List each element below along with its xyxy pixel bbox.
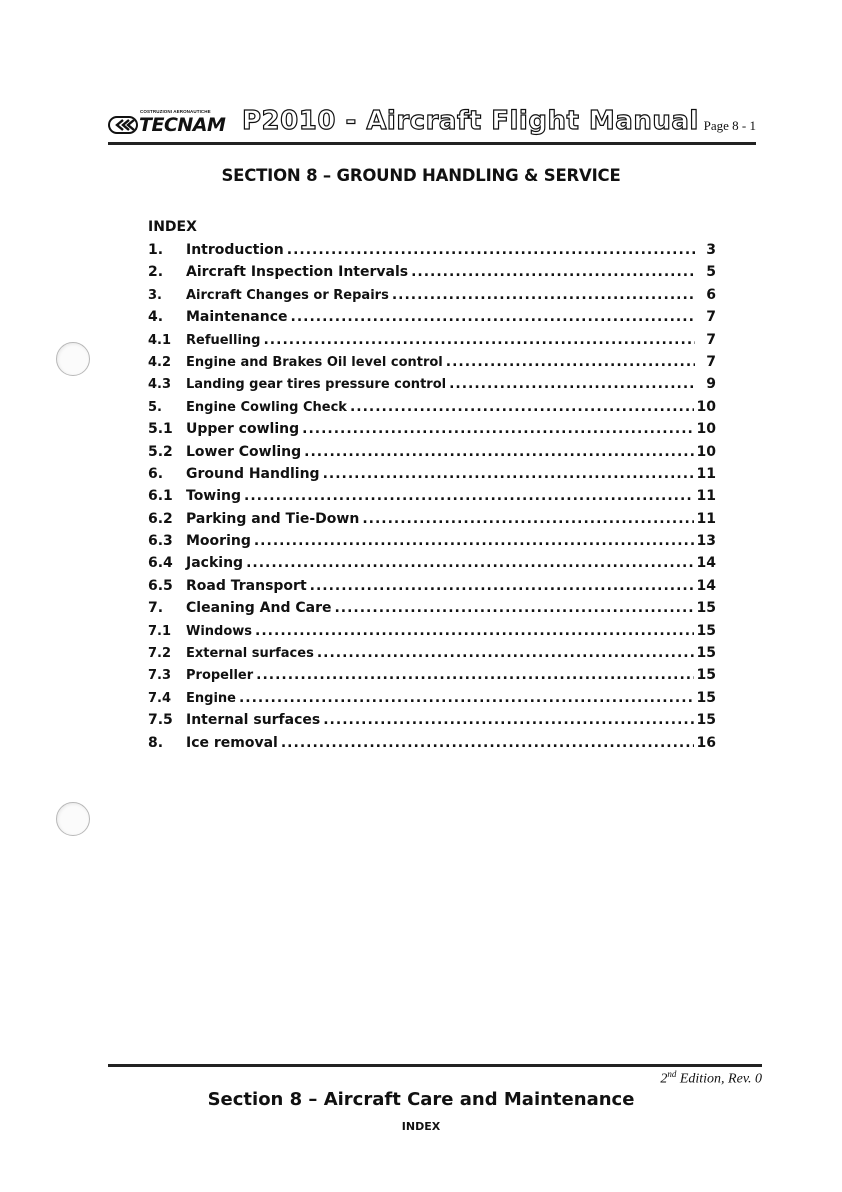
tecnam-logo xyxy=(108,108,232,138)
toc-item-title: Engine and Brakes Oil level control xyxy=(186,354,443,370)
toc-leader-dots xyxy=(449,376,695,392)
toc-item-number: 7.3 xyxy=(148,668,172,684)
toc-item[interactable] xyxy=(148,533,716,555)
toc-leader-dots xyxy=(334,600,693,616)
toc-leader-dots xyxy=(254,533,694,549)
toc-item-title: Ground Handling xyxy=(186,465,320,482)
toc-item-title: Propeller xyxy=(186,668,254,684)
toc-item[interactable] xyxy=(148,376,716,398)
section-title: SECTION 8 – GROUND HANDLING & SERVICE xyxy=(221,166,621,185)
toc-item-page: 15 xyxy=(696,645,716,662)
toc-leader-dots xyxy=(244,488,693,504)
toc-item-page: 7 xyxy=(706,309,716,326)
toc-leader-dots xyxy=(263,332,695,348)
toc-item-title: Upper cowling xyxy=(186,421,300,438)
footer-title: Section 8 – Aircraft Care and Maintenance xyxy=(207,1089,635,1110)
toc-item-title: Engine Cowling Check xyxy=(186,399,347,415)
toc-item-page: 11 xyxy=(696,465,716,482)
toc-item[interactable] xyxy=(148,309,716,331)
toc-item-page: 6 xyxy=(706,286,716,303)
toc-item-page: 15 xyxy=(696,622,716,639)
toc-item-page: 11 xyxy=(696,488,716,505)
page-header xyxy=(108,106,756,142)
page-number: Page 8 - 1 xyxy=(703,118,756,133)
toc-leader-dots xyxy=(304,444,693,460)
logo-tagline: COSTRUZIONI AERONAUTICHE xyxy=(140,109,211,114)
toc-leader-dots xyxy=(446,354,695,370)
toc-item-title: Aircraft Changes or Repairs xyxy=(186,287,389,303)
toc-item-number: 7.5 xyxy=(148,712,173,729)
toc-item-number: 6.3 xyxy=(148,533,173,550)
toc-item-title: Internal surfaces xyxy=(186,712,321,729)
toc-item-page: 10 xyxy=(696,421,716,438)
toc-item-number: 6.2 xyxy=(148,510,173,527)
toc-leader-dots xyxy=(392,287,695,303)
toc-item-title: Towing xyxy=(186,488,242,505)
toc-item-number: 2. xyxy=(148,264,164,281)
toc-item[interactable] xyxy=(148,735,716,757)
toc-item-page: 10 xyxy=(696,443,716,460)
toc-item[interactable] xyxy=(148,645,716,667)
toc-item-page: 7 xyxy=(706,353,716,370)
toc-item[interactable] xyxy=(148,690,716,712)
toc-item-number: 3. xyxy=(148,287,162,303)
toc-item-title: Maintenance xyxy=(186,309,288,326)
toc-leader-dots xyxy=(350,399,694,415)
toc-item-page: 15 xyxy=(696,689,716,706)
toc-item[interactable] xyxy=(148,466,716,488)
toc-item-number: 4.1 xyxy=(148,332,172,348)
toc-item-title: Introduction xyxy=(186,242,284,258)
toc-leader-dots xyxy=(255,623,693,639)
toc-item[interactable] xyxy=(148,511,716,533)
toc-item-title: Road Transport xyxy=(186,577,307,594)
toc-item-number: 7. xyxy=(148,600,164,617)
toc-item[interactable] xyxy=(148,578,716,600)
chevron-logo-icon xyxy=(108,116,138,134)
toc-item-title: Cleaning And Care xyxy=(186,600,332,617)
toc-item-title: External surfaces xyxy=(186,646,314,662)
toc-item-title: Ice removal xyxy=(186,734,278,751)
edition-rest: Edition, Rev. 0 xyxy=(676,1071,762,1087)
toc-item-page: 11 xyxy=(696,510,716,527)
toc-leader-dots xyxy=(310,578,694,594)
toc-item-number: 6.5 xyxy=(148,577,173,594)
toc-leader-dots xyxy=(323,712,693,728)
toc-item-page: 9 xyxy=(706,376,716,393)
toc-item[interactable] xyxy=(148,287,716,309)
toc-item-title: Lower Cowling xyxy=(186,443,302,460)
toc-leader-dots xyxy=(239,690,694,706)
toc-item-page: 14 xyxy=(696,555,716,572)
toc-item[interactable] xyxy=(148,354,716,376)
punch-hole-top xyxy=(56,342,90,376)
toc-item-number: 4. xyxy=(148,309,164,326)
toc-item[interactable] xyxy=(148,332,716,354)
toc-item-title: Landing gear tires pressure control xyxy=(186,377,447,393)
toc-item-number: 1. xyxy=(148,242,164,258)
toc-item-number: 7.1 xyxy=(148,623,172,639)
toc-item-title: Engine xyxy=(186,690,236,706)
toc-item[interactable] xyxy=(148,600,716,622)
toc-leader-dots xyxy=(302,421,693,437)
toc-item-number: 6.1 xyxy=(148,488,173,505)
toc-item-page: 15 xyxy=(696,600,716,617)
toc-leader-dots xyxy=(256,667,693,683)
toc-item-number: 4.3 xyxy=(148,377,172,393)
toc-item-page: 3 xyxy=(706,242,716,258)
toc-leader-dots xyxy=(317,645,694,661)
toc-item-page: 14 xyxy=(696,577,716,594)
toc-item[interactable] xyxy=(148,444,716,466)
toc-item-page: 15 xyxy=(696,667,716,684)
toc-item[interactable] xyxy=(148,712,716,734)
toc-leader-dots xyxy=(362,511,693,527)
toc-item-page: 16 xyxy=(696,734,716,751)
toc-leader-dots xyxy=(291,309,695,325)
toc-item[interactable] xyxy=(148,421,716,443)
toc-item-number: 6.4 xyxy=(148,555,173,572)
edition-number: 2 xyxy=(660,1071,668,1087)
toc-item-page: 15 xyxy=(696,712,716,729)
toc-leader-dots xyxy=(411,264,695,280)
edition-info xyxy=(660,1069,762,1088)
toc-item-number: 7.2 xyxy=(148,646,172,662)
toc-item-page: 7 xyxy=(706,331,716,348)
toc-item-number: 5. xyxy=(148,399,162,415)
toc-leader-dots xyxy=(281,735,694,751)
header-divider xyxy=(108,142,756,145)
toc-item-title: Mooring xyxy=(186,533,251,550)
footer-divider xyxy=(108,1064,762,1067)
toc-item-title: Jacking xyxy=(186,555,244,572)
toc-item-title: Parking and Tie-Down xyxy=(186,510,360,527)
toc-item-number: 7.4 xyxy=(148,690,172,706)
toc-item[interactable] xyxy=(148,555,716,577)
toc-item-number: 6. xyxy=(148,465,164,482)
toc-item[interactable] xyxy=(148,488,716,510)
punch-hole-bottom xyxy=(56,802,90,836)
toc-item-page: 13 xyxy=(696,533,716,550)
logo-name: TECNAM xyxy=(139,114,226,136)
toc-item-title: Windows xyxy=(186,623,253,639)
toc-item[interactable] xyxy=(148,399,716,421)
toc-item-number: 4.2 xyxy=(148,354,172,370)
toc-item-page: 5 xyxy=(706,264,716,281)
index-heading: INDEX xyxy=(148,219,197,235)
toc-leader-dots xyxy=(287,242,695,258)
toc-item-page: 10 xyxy=(696,398,716,415)
toc-item[interactable] xyxy=(148,667,716,689)
edition-suffix: nd xyxy=(667,1069,677,1079)
footer-subtitle: INDEX xyxy=(401,1120,441,1133)
manual-title: P2010 - Aircraft Flight Manual xyxy=(242,106,699,136)
toc-item-title: Refuelling xyxy=(186,332,261,348)
toc-item-number: 5.2 xyxy=(148,443,173,460)
toc-item-title: Aircraft Inspection Intervals xyxy=(186,264,409,281)
toc-item[interactable] xyxy=(148,242,716,264)
table-of-contents xyxy=(148,242,716,757)
toc-leader-dots xyxy=(246,555,693,571)
toc-item-number: 5.1 xyxy=(148,421,173,438)
toc-leader-dots xyxy=(323,466,694,482)
toc-item[interactable] xyxy=(148,623,716,645)
toc-item-number: 8. xyxy=(148,734,164,751)
toc-item[interactable] xyxy=(148,264,716,286)
